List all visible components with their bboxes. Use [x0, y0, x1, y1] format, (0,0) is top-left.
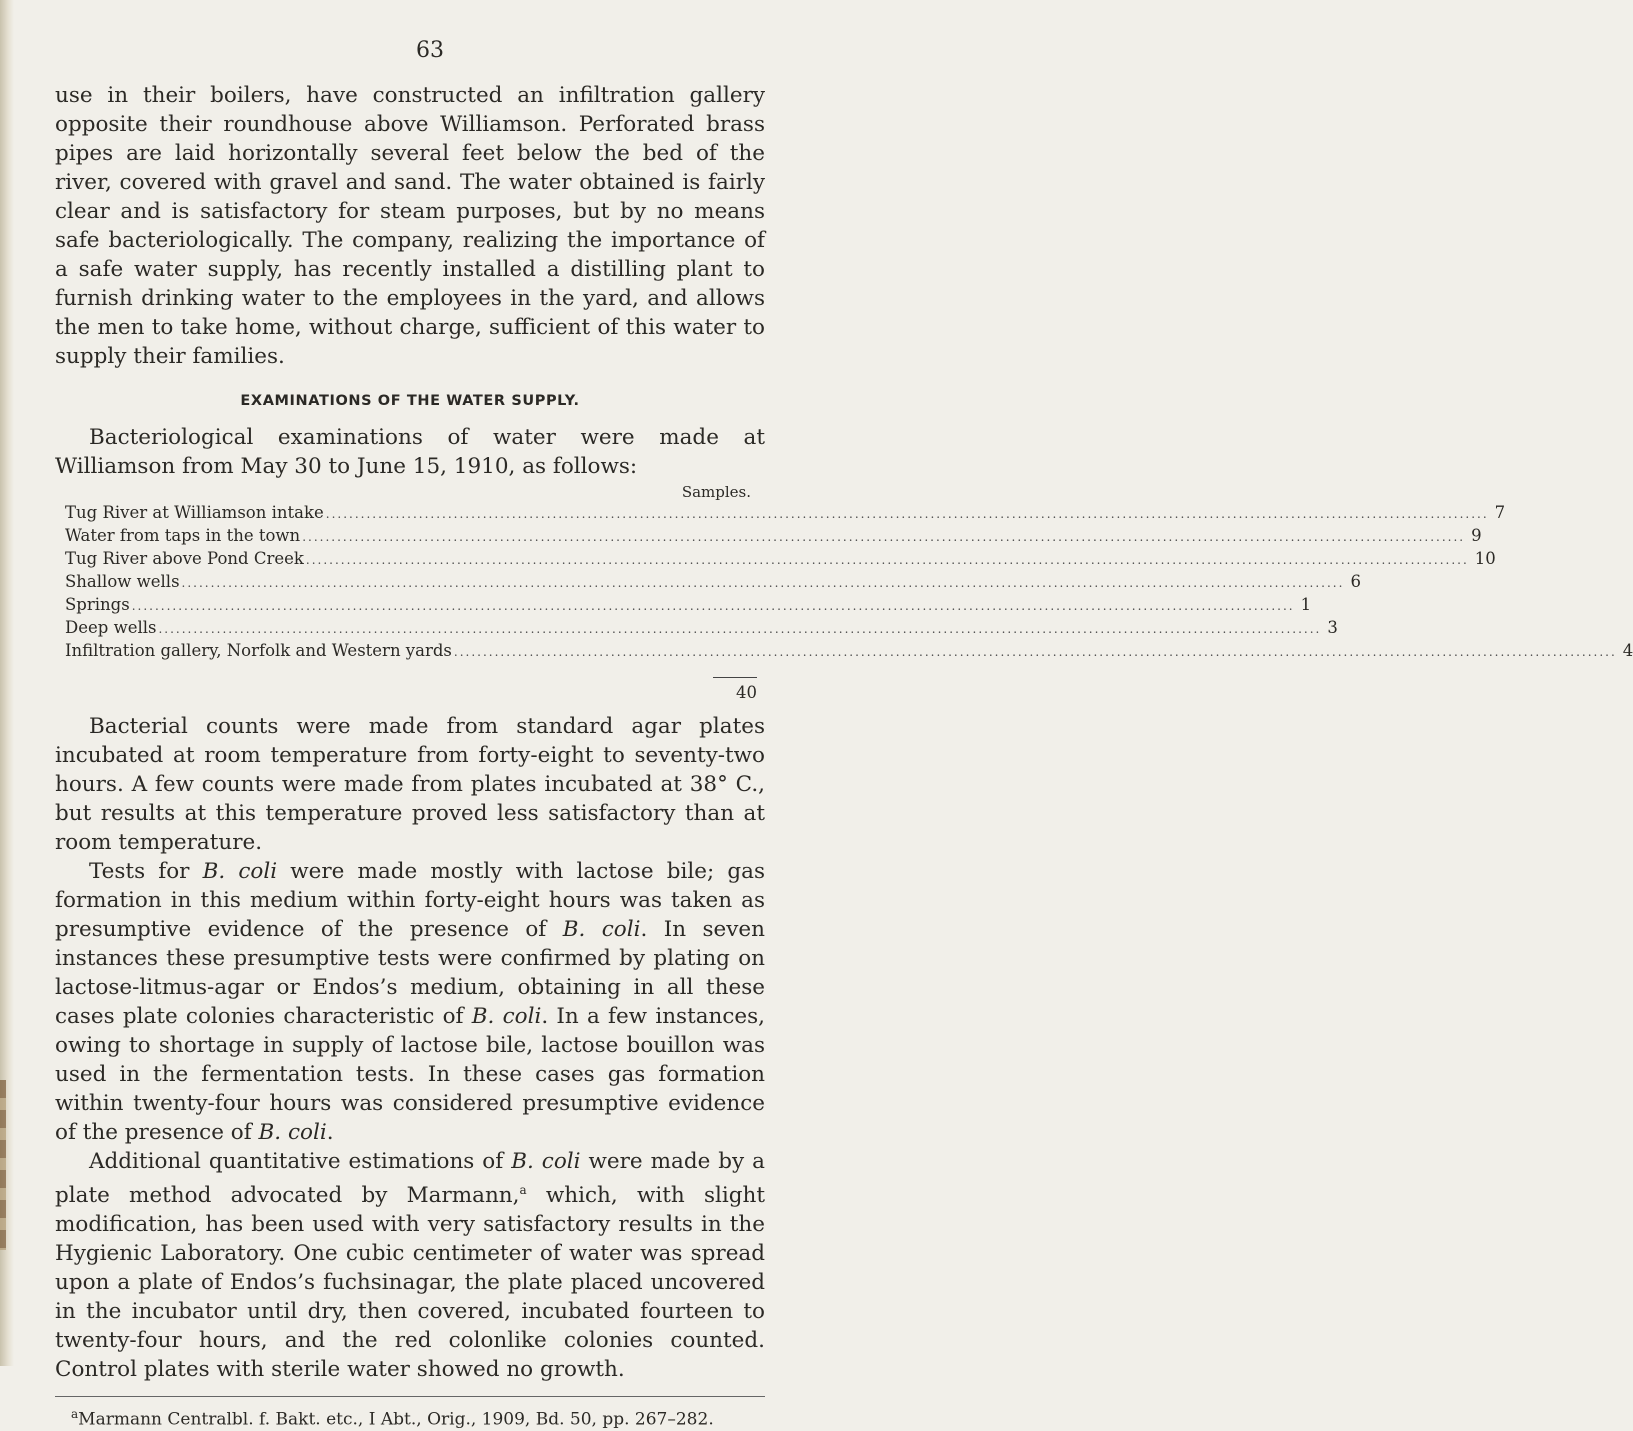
sample-row [65, 640, 1633, 663]
coli-text-4: . In a few instances, owing to shortage in supply of lactose bile, lactose bouillon was used in the fermentation tests. In these cases gas formation within twenty-four hours was considered presumptive evidence of the presence of [55, 1004, 766, 1145]
sample-label: Deep wells [65, 618, 157, 637]
section-heading: EXAMINATIONS OF THE WATER SUPPLY. [240, 393, 580, 409]
quant-text-1: Additional quantitative estimations of [89, 1149, 512, 1174]
sample-label: Tug River at Williamson intake [65, 503, 324, 522]
sample-count: 1 [1300, 595, 1312, 614]
sample-count: 9 [1471, 526, 1482, 545]
leader-dots: ........................................................................................................................................................................................................ [302, 530, 1466, 544]
sample-label: Shallow wells [65, 572, 180, 591]
samples-total: 40 [736, 683, 757, 702]
quantitative-estimation-paragraph [55, 1147, 765, 1384]
sample-row [65, 617, 1338, 640]
coli-tests-paragraph [55, 857, 765, 1147]
sample-row [65, 571, 1361, 594]
samples-rows [65, 502, 1633, 663]
sample-row [65, 502, 1506, 525]
sample-label: Springs [65, 595, 130, 614]
sample-count: 10 [1474, 549, 1496, 568]
coli-text-2: were made mostly with lactose bile; gas formation in this medium within forty-eight hours was taken as presumptive evidence of the presence of [55, 859, 765, 942]
sample-count: 4 [1622, 641, 1633, 660]
page [55, 38, 1633, 1431]
sample-label: Infiltration gallery, Norfolk and Western yards [65, 641, 452, 660]
samples-table [65, 483, 1633, 704]
quant-term-1: B. coli [511, 1149, 581, 1174]
exam-intro-paragraph: Bacteriological examinations of water were made at Williamson from May 30 to June 15, 1910, as follows: [55, 425, 765, 479]
footnote-reference: a [519, 1183, 527, 1197]
page-number: 63 [416, 38, 444, 63]
intro-paragraph: use in their boilers, have constructed an infiltration gallery opposite their roundhouse above Williamson. Perforated brass pipes are laid horizontally several feet below the bed of the river, covered with gravel and sand. The water obtained is fairly clear and is satisfactory for steam purposes, but by no means safe bacteriologically. The company, realizing the importance of a safe water supply, has recently installed a distilling plant to furnish drinking water to the employees in the yard, and allows the men to take home, without charge, sufficient of this water to supply their families. [55, 83, 765, 369]
quant-text-2: were made by a plate method advocated by Marmann, [55, 1149, 765, 1209]
samples-column-header: Samples. [681, 483, 751, 501]
leader-dots: ........................................................................................................................................................................................................ [305, 553, 1469, 567]
footnote-text: Marmann Centralbl. f. Bakt. etc., I Abt., Orig., 1909, Bd. 50, pp. 267–282. [78, 1409, 714, 1430]
leader-dots: ........................................................................................................................................................................................................ [181, 576, 1345, 590]
coli-text-1: Tests for [89, 859, 203, 884]
footnote-divider [55, 1396, 765, 1397]
coli-text-3: . In seven instances these presumptive tests were confirmed by plating on lactose-litmus-agar or Endos’s medium, obtaining in all these cases plate colonies characteristic of [55, 917, 765, 1029]
leader-dots: ........................................................................................................................................................................................................ [325, 507, 1489, 521]
coli-term-3: B. coli [471, 1004, 542, 1029]
sample-label: Water from taps in the town [65, 526, 301, 545]
sample-count: 6 [1350, 572, 1361, 591]
sample-row [65, 594, 1312, 617]
sample-row [65, 548, 1496, 571]
sample-label: Tug River above Pond Creek [65, 549, 304, 568]
sample-row [65, 525, 1482, 548]
quant-text-3: which, with slight modification, has been used with very satisfactory results in the Hygienic Laboratory. One cubic centimeter of water was spread upon a plate of Endos’s fuchsinagar, the plate placed uncovered in the incubator until dry, then covered, incubated fourteen to twenty-four hours, and the red colonlike colonies counted. Control plates with sterile water showed no growth. [55, 1183, 765, 1383]
bacterial-counts-paragraph: Bacterial counts were made from standard agar plates incubated at room temperature from forty-eight to seventy-two hours. A few counts were made from plates incubated at 38° C., but results at this temperature proved less satisfactory than at room temperature. [55, 714, 765, 855]
coli-text-5: . [326, 1120, 334, 1145]
leader-dots: ........................................................................................................................................................................................................ [453, 645, 1617, 659]
binding-marks [0, 1080, 6, 1250]
leader-dots: ........................................................................................................................................................................................................ [131, 599, 1295, 613]
total-rule [713, 677, 757, 678]
footnote [55, 1403, 765, 1431]
sample-count: 3 [1327, 618, 1338, 637]
sample-count: 7 [1494, 503, 1506, 522]
coli-term-1: B. coli [202, 859, 278, 884]
coli-term-4: B. coli [258, 1120, 327, 1145]
footnote-marker: a [71, 1407, 79, 1422]
leader-dots: ........................................................................................................................................................................................................ [158, 622, 1322, 636]
coli-term-2: B. coli [562, 917, 641, 942]
